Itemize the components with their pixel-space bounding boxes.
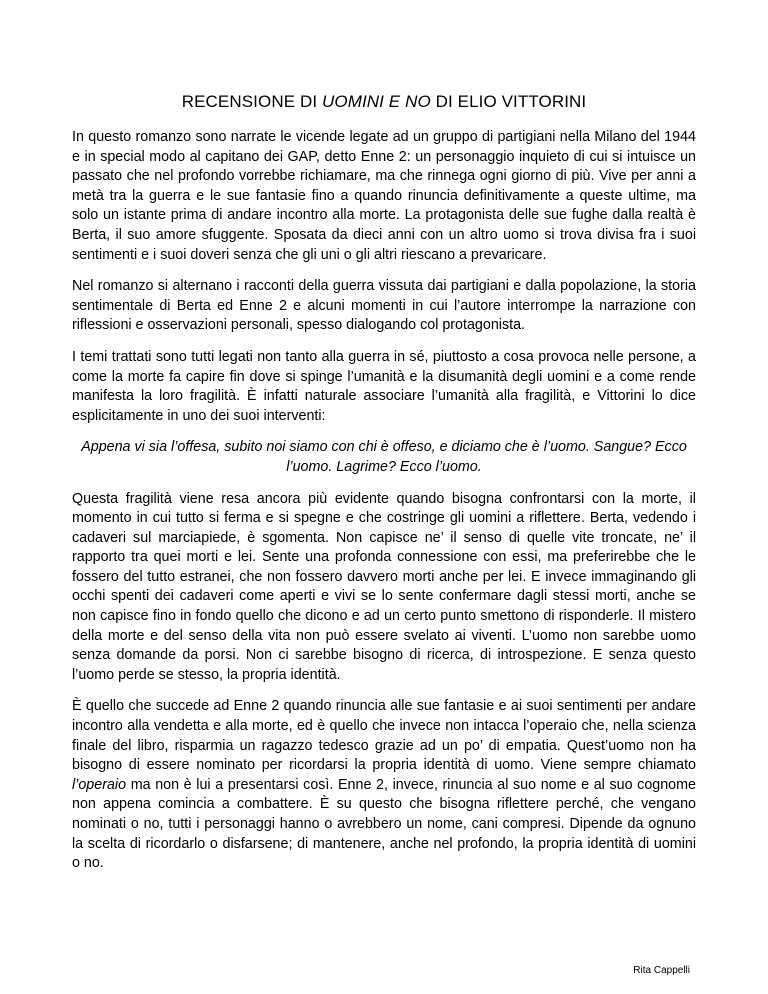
title-suffix: DI ELIO VITTORINI — [430, 92, 587, 111]
document-title — [72, 92, 696, 112]
paragraph-4: Questa fragilità viene resa ancora più evidente quando bisogna confrontarsi con la morte, il momento in cui tutto si ferma e si spegne e che costringe gli uomini a riflettere. Berta, vedendo i cadaveri sul marciapiede, è sgomenta. Non capisce ne’ il senso di quelle vite troncate, ne’ il rapporto tra quei morti e lei. Sente una profonda connessione con essi, ma preferirebbe che le fossero del tutto estranei, che non fossero davvero morti anche per lei. E invece immaginando gli occhi spenti dei cadaveri come aperti e vivi se lo sente confermare dagli stessi morti, anche se non capisce fino in fondo quello che dicono e ad un certo punto smettono di risponderle. Il mistero della morte e del senso della vita non può essere svelato ai viventi. L’uomo non sarebbe uomo senza domande da porsi. Non ci sarebbe bisogno di ricerca, di introspezione. E senza questo l’uomo perde se stesso, la propria identità. — [72, 490, 696, 683]
quote-block: Appena vi sia l’offesa, subito noi siamo con chi è offeso, e diciamo che è l’uomo. Sangue? Ecco l’uomo. Lagrime? Ecco l’uomo. — [81, 439, 687, 475]
paragraph-3: I temi trattati sono tutti legati non tanto alla guerra in sé, piuttosto a cosa provoca nelle persone, a come la morte fa capire fin dove si spinge l’umanità e la disumanità degli uomini e a come rende manifesta la loro fragilità. È infatti naturale associare l’umanità alla fragilità, e Vittorini lo dice esplicitamente in uno dei suoi interventi: — [72, 348, 696, 424]
title-book-name: UOMINI E NO — [322, 92, 431, 111]
title-prefix: RECENSIONE DI — [181, 92, 322, 111]
author-signature: Rita Cappelli — [633, 965, 690, 976]
paragraph-5-italic: l’operaio — [72, 776, 127, 793]
paragraph-5-part-a: È quello che succede ad Enne 2 quando rinuncia alle sue fantasie e ai suoi sentimenti per andare incontro alla vendetta e alla morte, ed è quello che invece non intacca l’operaio che, nella scienza finale del libro, risparmia un ragazzo tedesco grazie ad un po’ di empatia. Quest’uomo non ha bisogno di essere nominato per ricordarsi la propria identità di uomo. Viene sempre chiamato — [72, 698, 696, 774]
paragraph-5-part-b: ma non è lui a presentarsi così. Enne 2, invece, rinuncia al suo nome e al suo cognome non appena comincia a combattere. È su questo che bisogna riflettere perché, che vengano nominati o no, tutti i personaggi hanno o avrebbero un nome, cani compresi. Dipende da ognuno la scelta di ricordarlo o disfarsene; di mantenere, anche nel profondo, la propria identità di uomini o no. — [72, 776, 696, 872]
paragraph-5 — [72, 697, 696, 873]
paragraph-2: Nel romanzo si alternano i racconti della guerra vissuta dai partigiani e dalla popolazione, la storia sentimentale di Berta ed Enne 2 e alcuni momenti in cui l’autore interrompe la narrazione con riflessioni e osservazioni personali, spesso dialogando col protagonista. — [72, 278, 696, 334]
paragraph-1: In questo romanzo sono narrate le vicende legate ad un gruppo di partigiani nella Milano del 1944 e in special modo al capitano dei GAP, detto Enne 2: un personaggio inquieto di cui si intuisce un passato che nel profondo vorrebbe richiamare, ma che rinnega ogni giorno di più. Vive per anni a metà tra la guerra e le sue fantasie fino a quando rinuncia definitivamente a queste ultime, ma solo un istante prima di andare incontro alla morte. La protagonista delle sue fughe dalla realtà è Berta, il suo amore sfuggente. Sposata da dieci anni con un altro uomo si trova divisa fra i suoi sentimenti e i suoi doveri senza che gli uni o gli altri riescano a prevaricare. — [72, 129, 696, 263]
